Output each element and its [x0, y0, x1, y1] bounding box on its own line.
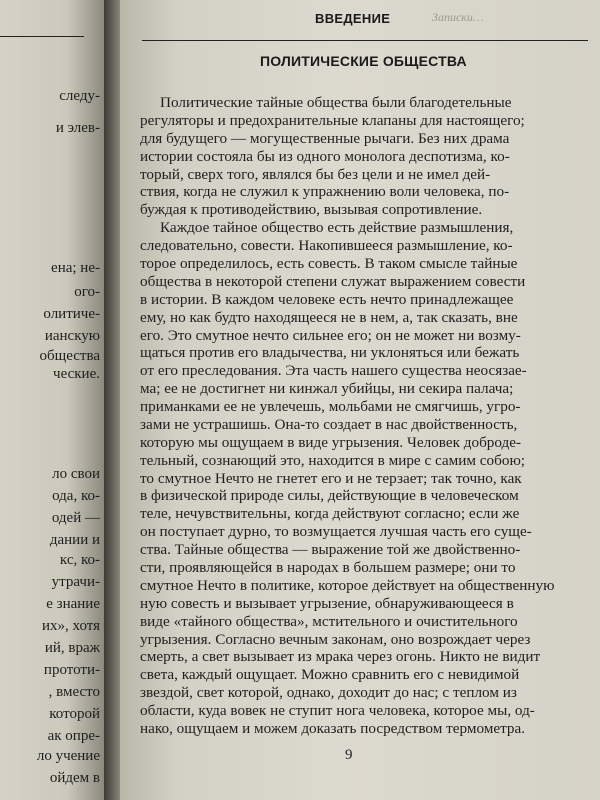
left-page-line: олитиче-: [43, 306, 100, 322]
left-page-rule: [0, 36, 84, 37]
body-line: общества в некоторой степени служат выражением совести: [140, 272, 526, 290]
body-line: смутное Нечто в политике, которое действует на общественную: [140, 576, 555, 594]
left-page-line: ого-: [74, 284, 100, 300]
body-line: его. Это смутное нечто сильнее его; он не может ни возму-: [140, 326, 521, 344]
body-line: торый, сверх того, являлся бы без цели и не имел дей-: [140, 165, 491, 183]
body-line: ную совесть и вызывает угрызение, обнаруживающееся в: [140, 594, 514, 612]
left-page-line: ианскую: [44, 328, 100, 344]
body-line: ма; ее не достигнет ни кинжал убийцы, ни секира палача;: [140, 380, 514, 398]
left-page-line: общества: [39, 348, 100, 364]
body-line: истории состояла бы из одного монолога деспотизма, ко-: [140, 147, 510, 165]
body-line: угрызения. Согласно вечным законам, оно возрождает через: [140, 630, 531, 648]
show-through-text: Записки…: [432, 10, 484, 24]
body-line: от его преследования. Эта часть нашего существа неосязае-: [140, 362, 527, 380]
left-page-line: следу-: [59, 88, 100, 104]
left-page-line: е знание: [46, 596, 100, 612]
body-line: ему, но как будто находящееся не в нем, а, так сказать, вне: [140, 308, 518, 326]
body-line: смерть, а свет вызывает из мрака через огонь. Никто не видит: [140, 648, 541, 666]
left-page-line: дании и: [49, 532, 100, 548]
left-page-line: их», хотя: [41, 618, 100, 634]
body-line: нако, ощущаем и можем доказать посредством термометра.: [140, 720, 526, 737]
body-line: приманками ее не увлечешь, мольбами не смягчишь, угро-: [140, 398, 521, 416]
left-page-line: ена; не-: [51, 260, 100, 276]
left-page-line: утрачи-: [51, 574, 100, 590]
body-line: щаться против его владычества, ни уклоняться или бежать: [140, 344, 520, 362]
body-line: буждая к противодействию, вызывая сопротивление.: [140, 201, 483, 219]
left-page-line: ло свои: [52, 466, 100, 482]
left-page-line: и элев-: [55, 120, 100, 136]
body-line: которую мы ощущаем в виде угрызения. Человек доброде-: [140, 433, 522, 451]
body-line: зами не устрашишь. Она-то создает в нас двойственность,: [140, 415, 518, 433]
body-line: он поступает дурно, то возмущается лучшая часть его суще-: [140, 523, 532, 541]
body-line: для будущего — могущественные рычаги. Без них драма: [140, 129, 510, 147]
body-line: торое определилось, есть совесть. В таком смысле тайные: [140, 254, 518, 272]
right-page: [120, 0, 600, 800]
page-number: 9: [345, 747, 353, 763]
body-line: регуляторы и предохранительные клапаны для настоящего;: [140, 111, 525, 129]
running-head-rule: [142, 40, 588, 41]
left-page-line: ода, ко-: [52, 488, 100, 504]
left-page-edge: [0, 0, 112, 800]
body-line: виде «тайного общества», мстительного и очистительного: [140, 612, 518, 630]
body-line: Каждое тайное общество есть действие размышления,: [160, 219, 514, 237]
left-page-line: ойдем в: [49, 770, 100, 786]
body-line: ствия, когда не служил к упражнению воли человека, по-: [140, 183, 510, 201]
body-line: сти, проявляющейся в народах в большем размере; они то: [140, 559, 516, 577]
left-page-line: одей —: [51, 510, 100, 526]
left-page-line: , вместо: [48, 684, 100, 700]
left-page-line: ло учение: [36, 748, 100, 764]
body-line: в физической природе силы, действующие в человеческом: [140, 487, 519, 505]
body-line: в истории. В каждом человеке есть нечто принадлежащее: [140, 290, 514, 308]
left-page-line: которой: [49, 706, 100, 722]
left-page-line: ческие.: [53, 366, 100, 382]
body-line: ства. Тайные общества — выражение той же двойственно-: [140, 541, 521, 559]
body-line: теле, нечувствительны, когда действуют согласно; если же: [140, 505, 520, 523]
running-head: ВВЕДЕНИЕ: [315, 11, 391, 26]
left-page-line: ак опре-: [47, 728, 100, 744]
body-line: света, каждый ощущает. Можно сравнить его с невидимой: [140, 666, 520, 684]
body-line: Политические тайные общества были благодетельные: [160, 94, 512, 111]
left-page-line: ий, враж: [44, 640, 100, 656]
left-page-line: кс, ко-: [59, 552, 100, 568]
body-line: звездой, свет которой, однако, доходит до нас; с теплом из: [140, 684, 517, 702]
body-line: следовательно, совести. Накопившееся размышление, ко-: [140, 237, 513, 255]
body-line: тельный, сознающий это, находится в мире с самим собою;: [140, 451, 526, 469]
section-title: ПОЛИТИЧЕСКИЕ ОБЩЕСТВА: [260, 53, 467, 69]
left-page-line: прототи-: [43, 662, 100, 678]
body-line: то смутное Нечто не гнетет его и не терзает; так точно, как: [140, 469, 522, 487]
body-line: области, куда вовек не ступит нога человека, которое мы, од-: [140, 702, 535, 720]
